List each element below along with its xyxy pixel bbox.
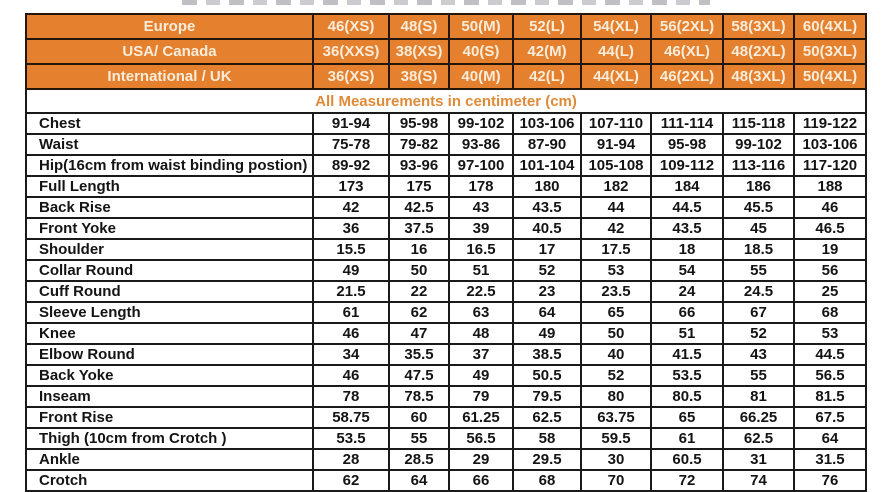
measurement-value: 43 <box>723 344 794 365</box>
measurement-value: 62 <box>389 302 449 323</box>
size-cell: 42(M) <box>513 39 581 64</box>
measurement-label: Back Yoke <box>26 365 313 386</box>
measurement-value: 56.5 <box>449 428 513 449</box>
measurement-value: 51 <box>651 323 723 344</box>
size-cell: 44(L) <box>581 39 651 64</box>
measurement-value: 31.5 <box>794 449 866 470</box>
measurement-value: 109-112 <box>651 155 723 176</box>
measurement-value: 76 <box>794 470 866 491</box>
measurement-value: 91-94 <box>581 134 651 155</box>
measurement-value: 50 <box>389 260 449 281</box>
measurement-value: 111-114 <box>651 113 723 134</box>
measurement-value: 91-94 <box>313 113 389 134</box>
measurement-row <box>26 407 866 428</box>
measurement-value: 79.5 <box>513 386 581 407</box>
measurement-value: 188 <box>794 176 866 197</box>
measurement-value: 62 <box>313 470 389 491</box>
measurement-value: 23 <box>513 281 581 302</box>
measurement-value: 56.5 <box>794 365 866 386</box>
measurement-value: 80 <box>581 386 651 407</box>
measurement-value: 50.5 <box>513 365 581 386</box>
size-system-label: Europe <box>26 14 313 39</box>
measurement-value: 31 <box>723 449 794 470</box>
measurement-value: 50 <box>581 323 651 344</box>
measurement-value: 117-120 <box>794 155 866 176</box>
measurement-value: 64 <box>389 470 449 491</box>
measurement-value: 43.5 <box>513 197 581 218</box>
measurement-value: 35.5 <box>389 344 449 365</box>
measurement-value: 58 <box>513 428 581 449</box>
measurement-value: 28.5 <box>389 449 449 470</box>
size-header <box>26 14 866 89</box>
measurement-row <box>26 260 866 281</box>
measurement-row <box>26 386 866 407</box>
measurement-value: 65 <box>651 407 723 428</box>
measurement-label: Knee <box>26 323 313 344</box>
measurement-value: 93-86 <box>449 134 513 155</box>
measurement-label: Cuff Round <box>26 281 313 302</box>
size-chart-table <box>25 13 867 492</box>
size-cell: 48(S) <box>389 14 449 39</box>
size-cell: 42(L) <box>513 64 581 89</box>
measurement-value: 66 <box>449 470 513 491</box>
measurement-value: 99-102 <box>723 134 794 155</box>
measurement-value: 53.5 <box>313 428 389 449</box>
measurement-row <box>26 449 866 470</box>
measurement-row <box>26 344 866 365</box>
measurement-value: 87-90 <box>513 134 581 155</box>
measurement-label: Collar Round <box>26 260 313 281</box>
measurement-value: 45 <box>723 218 794 239</box>
measurement-value: 52 <box>513 260 581 281</box>
measurement-value: 42 <box>581 218 651 239</box>
measurement-value: 52 <box>723 323 794 344</box>
size-cell: 52(L) <box>513 14 581 39</box>
measurement-value: 78 <box>313 386 389 407</box>
measurement-row <box>26 176 866 197</box>
measurement-row <box>26 218 866 239</box>
measurement-value: 24.5 <box>723 281 794 302</box>
size-cell: 38(XS) <box>389 39 449 64</box>
measurement-value: 65 <box>581 302 651 323</box>
measurement-row <box>26 470 866 491</box>
size-cell: 36(XS) <box>313 64 389 89</box>
measurement-value: 184 <box>651 176 723 197</box>
measurement-value: 30 <box>581 449 651 470</box>
measurement-value: 45.5 <box>723 197 794 218</box>
measurement-value: 43 <box>449 197 513 218</box>
size-cell: 60(4XL) <box>794 14 866 39</box>
measurement-value: 37 <box>449 344 513 365</box>
measurement-value: 16 <box>389 239 449 260</box>
measurement-value: 54 <box>651 260 723 281</box>
measurement-value: 93-96 <box>389 155 449 176</box>
size-header-row <box>26 39 866 64</box>
measurement-value: 46.5 <box>794 218 866 239</box>
size-cell: 50(3XL) <box>794 39 866 64</box>
measurement-value: 59.5 <box>581 428 651 449</box>
measurement-value: 113-116 <box>723 155 794 176</box>
measurement-label: Crotch <box>26 470 313 491</box>
measurement-value: 23.5 <box>581 281 651 302</box>
measurement-value: 66.25 <box>723 407 794 428</box>
measurement-row <box>26 428 866 449</box>
measurement-value: 62.5 <box>723 428 794 449</box>
measurement-value: 62.5 <box>513 407 581 428</box>
measurement-row <box>26 281 866 302</box>
measurement-value: 67.5 <box>794 407 866 428</box>
size-cell: 46(2XL) <box>651 64 723 89</box>
measurement-value: 36 <box>313 218 389 239</box>
measurement-value: 68 <box>513 470 581 491</box>
measurement-value: 44.5 <box>651 197 723 218</box>
measurement-value: 103-106 <box>513 113 581 134</box>
measurement-value: 18 <box>651 239 723 260</box>
measurement-value: 58.75 <box>313 407 389 428</box>
measurement-value: 17 <box>513 239 581 260</box>
measurement-value: 63.75 <box>581 407 651 428</box>
measurement-label: Waist <box>26 134 313 155</box>
measurement-label: Chest <box>26 113 313 134</box>
measurement-value: 180 <box>513 176 581 197</box>
size-cell: 58(3XL) <box>723 14 794 39</box>
measurement-value: 99-102 <box>449 113 513 134</box>
measurement-label: Thigh (10cm from Crotch ) <box>26 428 313 449</box>
measurement-row <box>26 302 866 323</box>
measurement-value: 34 <box>313 344 389 365</box>
measurement-value: 49 <box>513 323 581 344</box>
measurement-value: 46 <box>794 197 866 218</box>
measurement-value: 39 <box>449 218 513 239</box>
size-header-row <box>26 64 866 89</box>
measurement-label: Inseam <box>26 386 313 407</box>
measurement-row <box>26 323 866 344</box>
size-cell: 40(M) <box>449 64 513 89</box>
measurement-label: Hip(16cm from waist binding postion) <box>26 155 313 176</box>
measurement-value: 15.5 <box>313 239 389 260</box>
measurement-value: 64 <box>513 302 581 323</box>
measurement-value: 49 <box>449 365 513 386</box>
measurement-value: 186 <box>723 176 794 197</box>
measurement-value: 182 <box>581 176 651 197</box>
measurement-value: 55 <box>389 428 449 449</box>
measurement-label: Sleeve Length <box>26 302 313 323</box>
measurement-value: 61 <box>313 302 389 323</box>
measurement-value: 43.5 <box>651 218 723 239</box>
measurement-value: 60 <box>389 407 449 428</box>
measurement-value: 95-98 <box>651 134 723 155</box>
measurement-value: 55 <box>723 260 794 281</box>
measurement-value: 72 <box>651 470 723 491</box>
measurement-value: 60.5 <box>651 449 723 470</box>
measurement-value: 29 <box>449 449 513 470</box>
measurement-value: 47 <box>389 323 449 344</box>
measurement-label: Elbow Round <box>26 344 313 365</box>
measurement-value: 53 <box>581 260 651 281</box>
size-header-row <box>26 14 866 39</box>
measurement-row <box>26 113 866 134</box>
size-cell: 50(M) <box>449 14 513 39</box>
measurement-row <box>26 197 866 218</box>
measurement-value: 16.5 <box>449 239 513 260</box>
measurement-value: 105-108 <box>581 155 651 176</box>
measurement-value: 79 <box>449 386 513 407</box>
measurements-body <box>26 113 866 491</box>
measurement-value: 17.5 <box>581 239 651 260</box>
measurement-value: 51 <box>449 260 513 281</box>
measurement-value: 29.5 <box>513 449 581 470</box>
measurement-value: 74 <box>723 470 794 491</box>
measurement-value: 97-100 <box>449 155 513 176</box>
measurement-value: 119-122 <box>794 113 866 134</box>
measurement-value: 18.5 <box>723 239 794 260</box>
measurement-value: 40.5 <box>513 218 581 239</box>
measurement-value: 22 <box>389 281 449 302</box>
size-cell: 48(2XL) <box>723 39 794 64</box>
measurement-value: 79-82 <box>389 134 449 155</box>
measurement-value: 70 <box>581 470 651 491</box>
measurement-value: 49 <box>313 260 389 281</box>
measurement-value: 81 <box>723 386 794 407</box>
measurement-value: 47.5 <box>389 365 449 386</box>
size-cell: 40(S) <box>449 39 513 64</box>
measurement-value: 24 <box>651 281 723 302</box>
measurement-value: 22.5 <box>449 281 513 302</box>
measurement-value: 41.5 <box>651 344 723 365</box>
measurement-row <box>26 134 866 155</box>
measurement-value: 52 <box>581 365 651 386</box>
measurement-value: 56 <box>794 260 866 281</box>
note-section <box>26 89 866 113</box>
measurement-value: 25 <box>794 281 866 302</box>
size-cell: 50(4XL) <box>794 64 866 89</box>
measurement-value: 48 <box>449 323 513 344</box>
measurement-value: 42 <box>313 197 389 218</box>
clipped-title-remnant <box>182 0 710 5</box>
measurements-note: All Measurements in centimeter (cm) <box>26 89 866 113</box>
size-cell: 38(S) <box>389 64 449 89</box>
measurement-value: 44 <box>581 197 651 218</box>
measurement-value: 75-78 <box>313 134 389 155</box>
measurement-label: Full Length <box>26 176 313 197</box>
measurement-row <box>26 239 866 260</box>
measurement-value: 46 <box>313 323 389 344</box>
measurement-value: 53 <box>794 323 866 344</box>
measurement-value: 101-104 <box>513 155 581 176</box>
measurement-value: 173 <box>313 176 389 197</box>
measurement-value: 40 <box>581 344 651 365</box>
measurement-value: 64 <box>794 428 866 449</box>
size-cell: 44(XL) <box>581 64 651 89</box>
measurement-value: 81.5 <box>794 386 866 407</box>
note-row <box>26 89 866 113</box>
measurement-label: Back Rise <box>26 197 313 218</box>
size-cell: 48(3XL) <box>723 64 794 89</box>
measurement-value: 44.5 <box>794 344 866 365</box>
measurement-value: 107-110 <box>581 113 651 134</box>
measurement-label: Ankle <box>26 449 313 470</box>
measurement-value: 67 <box>723 302 794 323</box>
measurement-value: 38.5 <box>513 344 581 365</box>
measurement-value: 42.5 <box>389 197 449 218</box>
size-cell: 36(XXS) <box>313 39 389 64</box>
measurement-value: 19 <box>794 239 866 260</box>
measurement-value: 80.5 <box>651 386 723 407</box>
measurement-value: 21.5 <box>313 281 389 302</box>
measurement-value: 28 <box>313 449 389 470</box>
measurement-value: 89-92 <box>313 155 389 176</box>
size-cell: 46(XL) <box>651 39 723 64</box>
measurement-value: 55 <box>723 365 794 386</box>
measurement-value: 53.5 <box>651 365 723 386</box>
measurement-value: 78.5 <box>389 386 449 407</box>
measurement-value: 61.25 <box>449 407 513 428</box>
measurement-label: Front Yoke <box>26 218 313 239</box>
measurement-row <box>26 155 866 176</box>
measurement-value: 178 <box>449 176 513 197</box>
size-system-label: USA/ Canada <box>26 39 313 64</box>
measurement-value: 61 <box>651 428 723 449</box>
measurement-label: Shoulder <box>26 239 313 260</box>
measurement-value: 175 <box>389 176 449 197</box>
size-cell: 56(2XL) <box>651 14 723 39</box>
measurement-value: 95-98 <box>389 113 449 134</box>
size-cell: 46(XS) <box>313 14 389 39</box>
measurement-row <box>26 365 866 386</box>
measurement-value: 63 <box>449 302 513 323</box>
measurement-value: 46 <box>313 365 389 386</box>
measurement-value: 37.5 <box>389 218 449 239</box>
size-system-label: International / UK <box>26 64 313 89</box>
measurement-value: 103-106 <box>794 134 866 155</box>
measurement-value: 115-118 <box>723 113 794 134</box>
measurement-label: Front Rise <box>26 407 313 428</box>
size-cell: 54(XL) <box>581 14 651 39</box>
measurement-value: 66 <box>651 302 723 323</box>
measurement-value: 68 <box>794 302 866 323</box>
